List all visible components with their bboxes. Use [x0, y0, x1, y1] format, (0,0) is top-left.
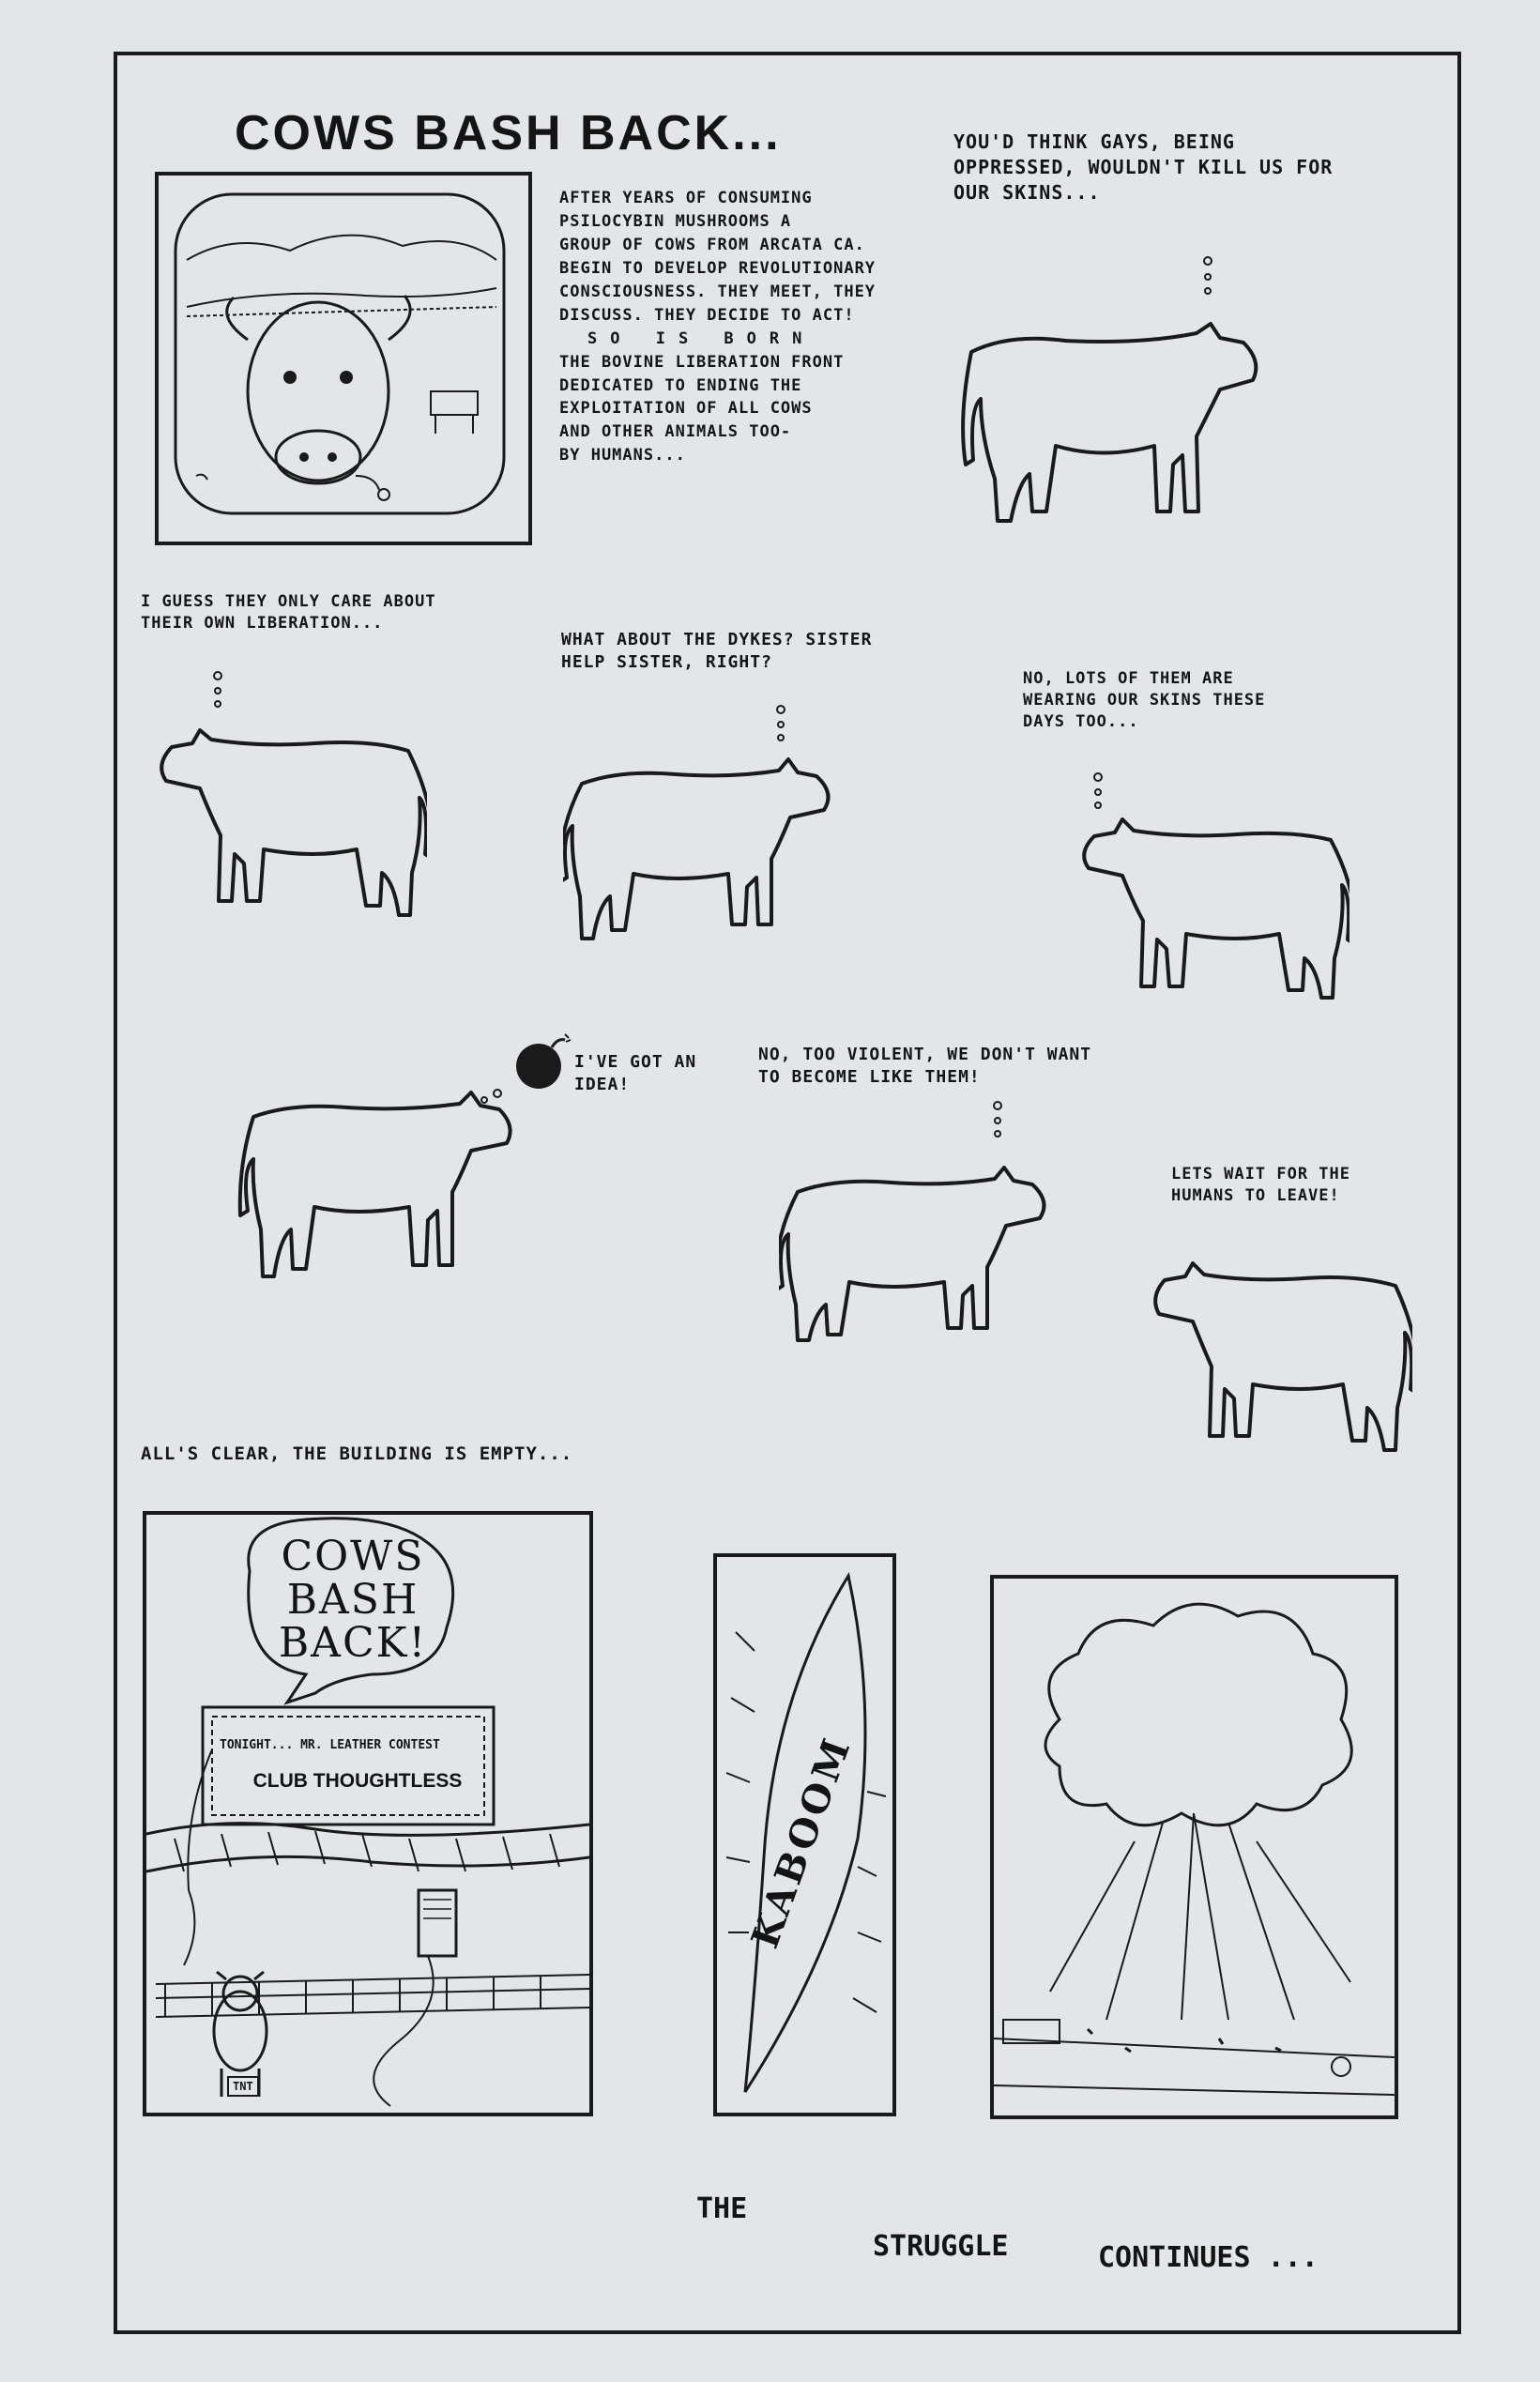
- cow-own-liberation: [155, 713, 427, 939]
- kaboom-panel: [713, 1553, 896, 2116]
- ending-word-struggle: STRUGGLE: [873, 2230, 1009, 2263]
- speech-violent: NO, TOO VIOLENT, WE DON'T WANT TO BECOME LIKE THEM!: [758, 1045, 1092, 1088]
- ending-word-the: THE: [696, 2192, 748, 2225]
- intro-line: BY HUMANS...: [559, 446, 686, 466]
- speech-idea: I'VE GOT AN IDEA!: [574, 1052, 697, 1095]
- intro-line: GROUP OF COWS FROM ARCATA CA.: [559, 235, 865, 254]
- intro-line: THE BOVINE LIBERATION FRONT: [559, 352, 845, 372]
- thought-dots: [1089, 770, 1107, 817]
- intro-line: CONSCIOUSNESS. THEY MEET, THEY: [559, 282, 877, 301]
- cow-idea: [235, 1079, 516, 1281]
- intro-narration: [559, 188, 925, 468]
- thought-dots: [208, 668, 227, 715]
- intro-line: BEGIN TO DEVELOP REVOLUTIONARY: [559, 258, 877, 278]
- cow-gays: [953, 296, 1272, 549]
- speech-all-clear: ALL'S CLEAR, THE BUILDING IS EMPTY...: [141, 1443, 573, 1464]
- intro-line: SO IS BORN: [587, 328, 816, 348]
- explosion-illustration: [994, 1579, 1395, 2115]
- intro-line: AND OTHER ANIMALS TOO-: [559, 422, 792, 442]
- cow-violent: [779, 1154, 1051, 1342]
- tv-cow-illustration: [159, 176, 528, 542]
- cow-dykes: [563, 746, 835, 943]
- club-sign: CLUB THOUGHTLESS: [252, 1770, 463, 1792]
- thought-dots: [1198, 253, 1217, 310]
- club-thoughtless-panel: [143, 1511, 593, 2116]
- speech-wait: LETS WAIT FOR THE HUMANS TO LEAVE!: [1171, 1165, 1350, 1205]
- bomb-icon: [509, 1031, 574, 1096]
- speech-gays: YOU'D THINK GAYS, BEING OPPRESSED, WOULDN'T KILL US FOR OUR SKINS...: [953, 130, 1334, 204]
- intro-line: DISCUSS. THEY DECIDE TO ACT!: [559, 305, 855, 325]
- thought-dots: [771, 702, 790, 749]
- kaboom-sound: KABOOM: [742, 1730, 861, 1954]
- speech-dykes: WHAT ABOUT THE DYKES? SISTER HELP SISTER, RIGHT?: [561, 630, 873, 673]
- tnt-bucket-label: TNT: [227, 2076, 259, 2097]
- tv-screen-panel: [155, 172, 532, 545]
- intro-line: DEDICATED TO ENDING THE: [559, 375, 802, 395]
- comic-title: COWS BASH BACK...: [235, 106, 782, 160]
- intro-line: AFTER YEARS OF CONSUMING: [559, 189, 813, 207]
- intro-line: PSILOCYBIN MUSHROOMS A: [559, 211, 792, 231]
- cow-skins: [1077, 812, 1349, 1000]
- intro-line: EXPLOITATION OF ALL COWS: [559, 399, 813, 419]
- thought-dots: [988, 1098, 1007, 1145]
- cow-wait: [1150, 1248, 1412, 1455]
- speech-skins: NO, LOTS OF THEM ARE WEARING OUR SKINS THESE DAYS TOO...: [1023, 669, 1266, 731]
- ending-word-continues: CONTINUES ...: [1098, 2241, 1319, 2274]
- explosion-panel: [990, 1575, 1398, 2119]
- marquee-text: TONIGHT... MR. LEATHER CONTEST: [220, 1738, 440, 1752]
- speech-own-liberation: I GUESS THEY ONLY CARE ABOUT THEIR OWN LIBERATION...: [141, 592, 436, 633]
- shout-cows-bash-back: COWS BASH BACK!: [278, 1533, 428, 1668]
